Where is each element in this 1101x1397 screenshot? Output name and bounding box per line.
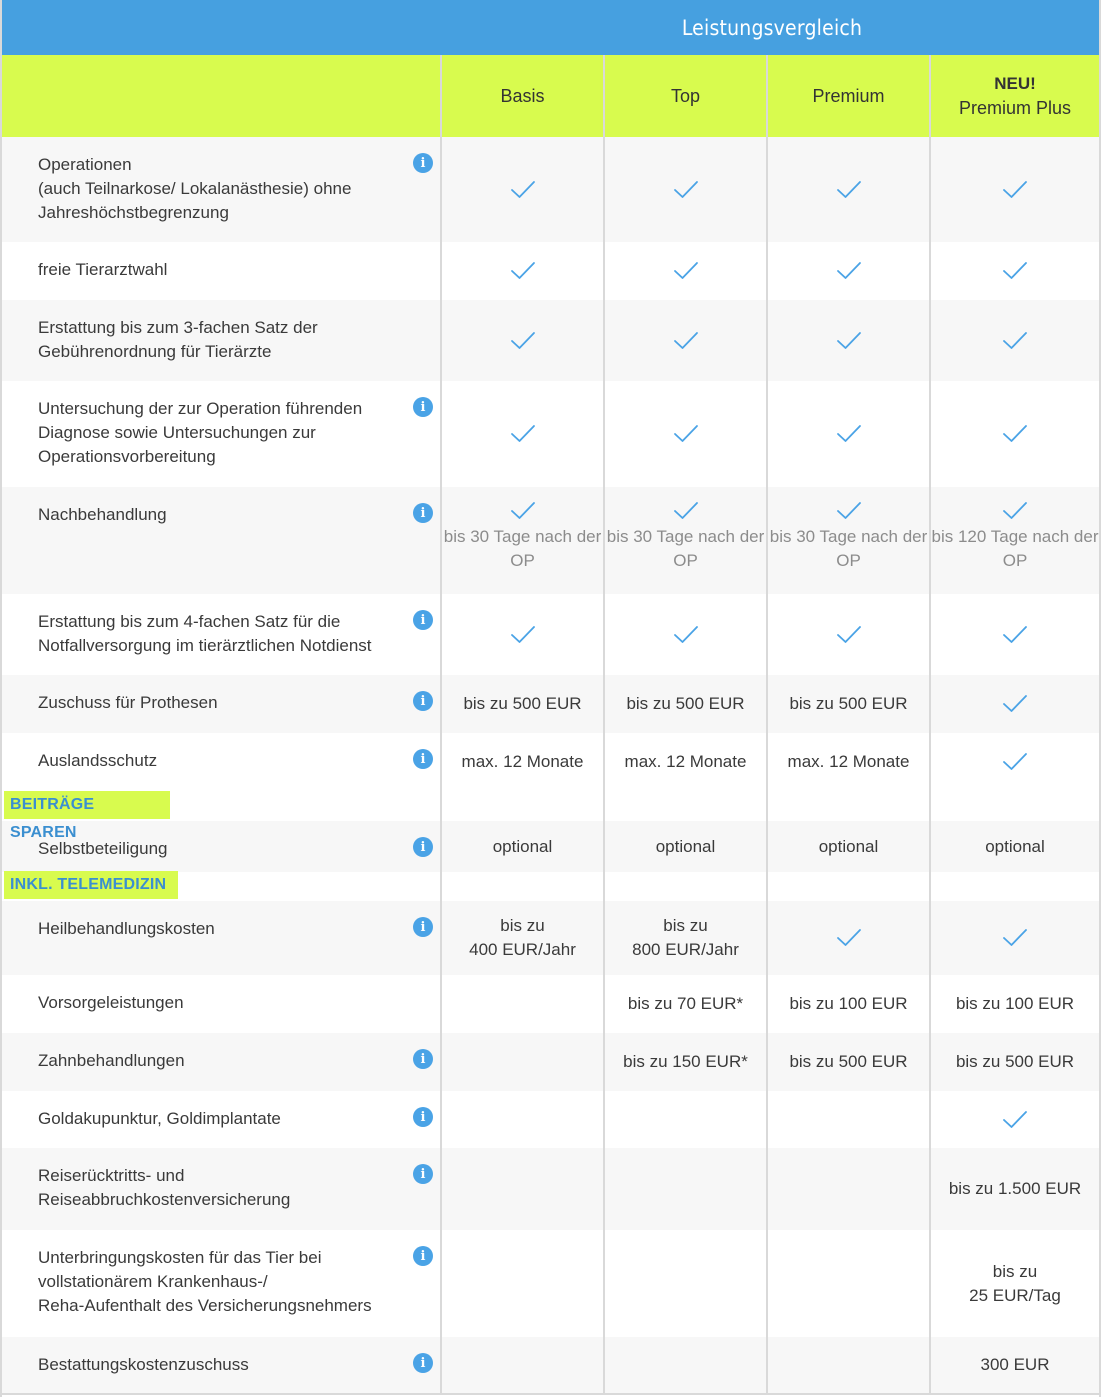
value-cell (442, 821, 603, 872)
value-cell (605, 381, 766, 487)
table-row (2, 594, 1100, 675)
info-icon[interactable]: i (413, 1164, 433, 1184)
value-cell (768, 1033, 929, 1091)
value-text: optional (818, 836, 879, 856)
info-icon[interactable]: i (413, 917, 433, 937)
info-icon[interactable]: i (413, 610, 433, 630)
value-text: bis zu 500 EUR (955, 1052, 1075, 1071)
checkmark-icon (510, 331, 536, 351)
checkmark-icon (836, 625, 862, 645)
plan-name: Premium Plus (958, 98, 1072, 118)
value-cell (442, 1091, 603, 1148)
row-label: Erstattung bis zum 4-fachen Satz für die Notfallversorgung im tierärztlichen Notdienst (38, 612, 372, 655)
value-text: bis zu 500 EUR (626, 694, 745, 713)
info-icon[interactable]: i (413, 153, 433, 173)
checkmark-icon (1002, 261, 1028, 281)
value-cell (442, 137, 603, 242)
value-cell (768, 975, 929, 1033)
value-cell (442, 1230, 603, 1337)
checkmark-icon (510, 424, 536, 444)
value-cell (931, 1230, 1099, 1337)
value-cell (605, 242, 766, 300)
plan-header-basis (442, 55, 603, 137)
value-cell (931, 821, 1099, 872)
value-cell (605, 1148, 766, 1230)
table-row (2, 733, 1100, 791)
table-border (0, 0, 2, 1397)
value-cell (768, 1337, 929, 1393)
info-icon[interactable]: i (413, 1049, 433, 1069)
checkmark-icon (836, 424, 862, 444)
value-cell (931, 901, 1099, 975)
value-cell (605, 901, 766, 975)
row-label: Zuschuss für Prothesen (38, 693, 218, 712)
table-row (2, 675, 1100, 733)
value-subtext: bis 30 Tage nach der OP (443, 527, 602, 570)
value-cell (442, 1148, 603, 1230)
column-divider (929, 55, 931, 1395)
value-text: optional (492, 836, 553, 856)
value-cell (605, 1091, 766, 1148)
value-cell (931, 675, 1099, 733)
table-row (2, 300, 1100, 381)
row-label: Untersuchung der zur Operation führenden Diagnose sowie Untersuchungen zur Operationsvorbereitung (38, 399, 363, 466)
table-row (2, 137, 1100, 242)
value-cell (605, 137, 766, 242)
value-cell (605, 675, 766, 733)
value-text: 300 EUR (980, 1355, 1050, 1374)
value-text: bis zu 150 EUR* (623, 1052, 748, 1071)
value-cell (605, 821, 766, 872)
table-row (2, 901, 1100, 975)
value-cell (605, 1230, 766, 1337)
value-cell (442, 594, 603, 675)
value-text: bis zu 70 EUR* (627, 994, 744, 1013)
value-text: bis zu 100 EUR (955, 994, 1075, 1013)
table-row (2, 975, 1100, 1033)
value-cell (768, 1230, 929, 1337)
value-cell (605, 487, 766, 594)
checkmark-icon (836, 501, 862, 521)
plan-header-top (605, 55, 766, 137)
checkmark-icon (1002, 1110, 1028, 1130)
value-cell (768, 242, 929, 300)
checkmark-icon (1002, 625, 1028, 645)
value-cell (605, 300, 766, 381)
checkmark-icon (510, 625, 536, 645)
checkmark-icon (510, 180, 536, 200)
row-label: Operationen (auch Teilnarkose/ Lokalanästhesie) ohne Jahreshöchstbegrenzung (38, 155, 352, 222)
section-label-telemedizin: INKL. TELEMEDIZIN (4, 871, 178, 899)
value-cell (931, 300, 1099, 381)
info-icon[interactable]: i (413, 1107, 433, 1127)
row-label: Heilbehandlungskosten (38, 919, 215, 938)
info-icon[interactable]: i (413, 691, 433, 711)
value-text: max. 12 Monate (787, 752, 910, 771)
checkmark-icon (673, 331, 699, 351)
row-label: Unterbringungskosten für das Tier bei vollstationärem Krankenhaus-/ Reha-Aufenthalt des Versicherungsnehmers (38, 1248, 372, 1315)
table-row (2, 242, 1100, 300)
checkmark-icon (836, 180, 862, 200)
row-label: Nachbehandlung (38, 505, 167, 524)
table-border (0, 1393, 1101, 1395)
table-title: Leistungsvergleich (681, 15, 863, 40)
value-cell (442, 487, 603, 594)
value-cell (605, 1337, 766, 1393)
info-icon[interactable]: i (413, 749, 433, 769)
value-cell (931, 242, 1099, 300)
checkmark-icon (1002, 331, 1028, 351)
value-cell (768, 675, 929, 733)
value-cell (768, 594, 929, 675)
value-cell (931, 487, 1099, 594)
checkmark-icon (510, 501, 536, 521)
value-cell (442, 300, 603, 381)
row-label: Zahnbehandlungen (38, 1051, 185, 1070)
info-icon[interactable]: i (413, 397, 433, 417)
value-text: bis zu 800 EUR/Jahr (632, 916, 739, 959)
value-cell (931, 733, 1099, 791)
row-label: Erstattung bis zum 3-fachen Satz der Gebührenordnung für Tierärzte (38, 318, 318, 361)
checkmark-icon (510, 261, 536, 281)
section-label-beitraege: BEITRÄGE SPAREN (4, 791, 170, 819)
value-text: bis zu 500 EUR (463, 694, 582, 713)
column-divider (766, 55, 768, 1395)
value-cell (442, 901, 603, 975)
value-text: optional (655, 836, 716, 856)
table-row (2, 1230, 1100, 1337)
table-row (2, 1148, 1100, 1230)
value-cell (768, 733, 929, 791)
info-icon[interactable]: i (413, 503, 433, 523)
value-cell (931, 137, 1099, 242)
value-cell (768, 381, 929, 487)
checkmark-icon (1002, 694, 1028, 714)
value-cell (442, 1337, 603, 1393)
row-label: Selbstbeteiligung (38, 839, 168, 858)
value-cell (768, 300, 929, 381)
value-text: bis zu 500 EUR (789, 1052, 908, 1071)
plan-header-row (2, 55, 1100, 137)
row-label: Bestattungskostenzuschuss (38, 1355, 249, 1374)
title-bar (2, 0, 1100, 55)
checkmark-icon (673, 625, 699, 645)
value-cell (605, 594, 766, 675)
plan-header-premium (768, 55, 929, 137)
value-cell (931, 1033, 1099, 1091)
table-row (2, 487, 1100, 594)
plan-name: Basis (500, 86, 545, 106)
plan-name: Premium (812, 86, 885, 106)
new-badge: NEU! (994, 74, 1036, 93)
value-text: bis zu 25 EUR/Tag (969, 1261, 1061, 1305)
value-text: max. 12 Monate (624, 752, 747, 771)
table-row (2, 381, 1100, 487)
checkmark-icon (1002, 501, 1028, 521)
value-cell (768, 1148, 929, 1230)
value-cell (605, 1033, 766, 1091)
checkmark-icon (836, 928, 862, 948)
value-cell (442, 1033, 603, 1091)
value-text: bis zu 1.500 EUR (948, 1179, 1082, 1198)
value-cell (931, 1337, 1099, 1393)
checkmark-icon (673, 424, 699, 444)
plan-header-premium-plus (931, 55, 1099, 137)
value-cell (605, 975, 766, 1033)
row-label: Reiserücktritts- und Reiseabbruchkostenversicherung (38, 1166, 291, 1209)
checkmark-icon (1002, 180, 1028, 200)
value-cell (442, 975, 603, 1033)
row-label: freie Tierarztwahl (38, 260, 168, 279)
plan-name: Top (670, 86, 701, 106)
value-subtext: bis 30 Tage nach der OP (769, 527, 928, 570)
checkmark-icon (1002, 928, 1028, 948)
row-label: Vorsorgeleistungen (38, 993, 184, 1012)
value-cell (442, 381, 603, 487)
info-icon[interactable]: i (413, 1246, 433, 1266)
value-cell (931, 975, 1099, 1033)
value-cell (768, 821, 929, 872)
column-divider (603, 55, 605, 1395)
value-text: bis zu 400 EUR/Jahr (469, 916, 576, 959)
value-cell (768, 137, 929, 242)
value-cell (442, 733, 603, 791)
value-cell (442, 242, 603, 300)
value-cell (931, 1148, 1099, 1230)
checkmark-icon (673, 180, 699, 200)
checkmark-icon (1002, 752, 1028, 772)
table-row (2, 1091, 1100, 1148)
value-cell (605, 733, 766, 791)
table-row (2, 1033, 1100, 1091)
value-cell (768, 487, 929, 594)
info-icon[interactable]: i (413, 1353, 433, 1373)
value-text: bis zu 500 EUR (789, 694, 908, 713)
checkmark-icon (673, 261, 699, 281)
value-cell (768, 1091, 929, 1148)
value-text: max. 12 Monate (461, 752, 584, 771)
value-cell (931, 381, 1099, 487)
value-cell (931, 594, 1099, 675)
value-text: optional (985, 836, 1045, 856)
row-label: Auslandsschutz (38, 751, 158, 770)
checkmark-icon (836, 331, 862, 351)
checkmark-icon (1002, 424, 1028, 444)
table-row (2, 1337, 1100, 1393)
checkmark-icon (673, 501, 699, 521)
info-icon[interactable]: i (413, 837, 433, 857)
column-divider (440, 55, 442, 1395)
value-subtext: bis 30 Tage nach der OP (606, 527, 765, 570)
value-text: bis zu 100 EUR (789, 994, 908, 1013)
value-cell (768, 901, 929, 975)
table-row (2, 821, 1100, 872)
row-label: Goldakupunktur, Goldimplantate (38, 1109, 281, 1128)
value-cell (442, 675, 603, 733)
value-cell (931, 1091, 1099, 1148)
value-subtext: bis 120 Tage nach der OP (931, 527, 1099, 570)
checkmark-icon (836, 261, 862, 281)
